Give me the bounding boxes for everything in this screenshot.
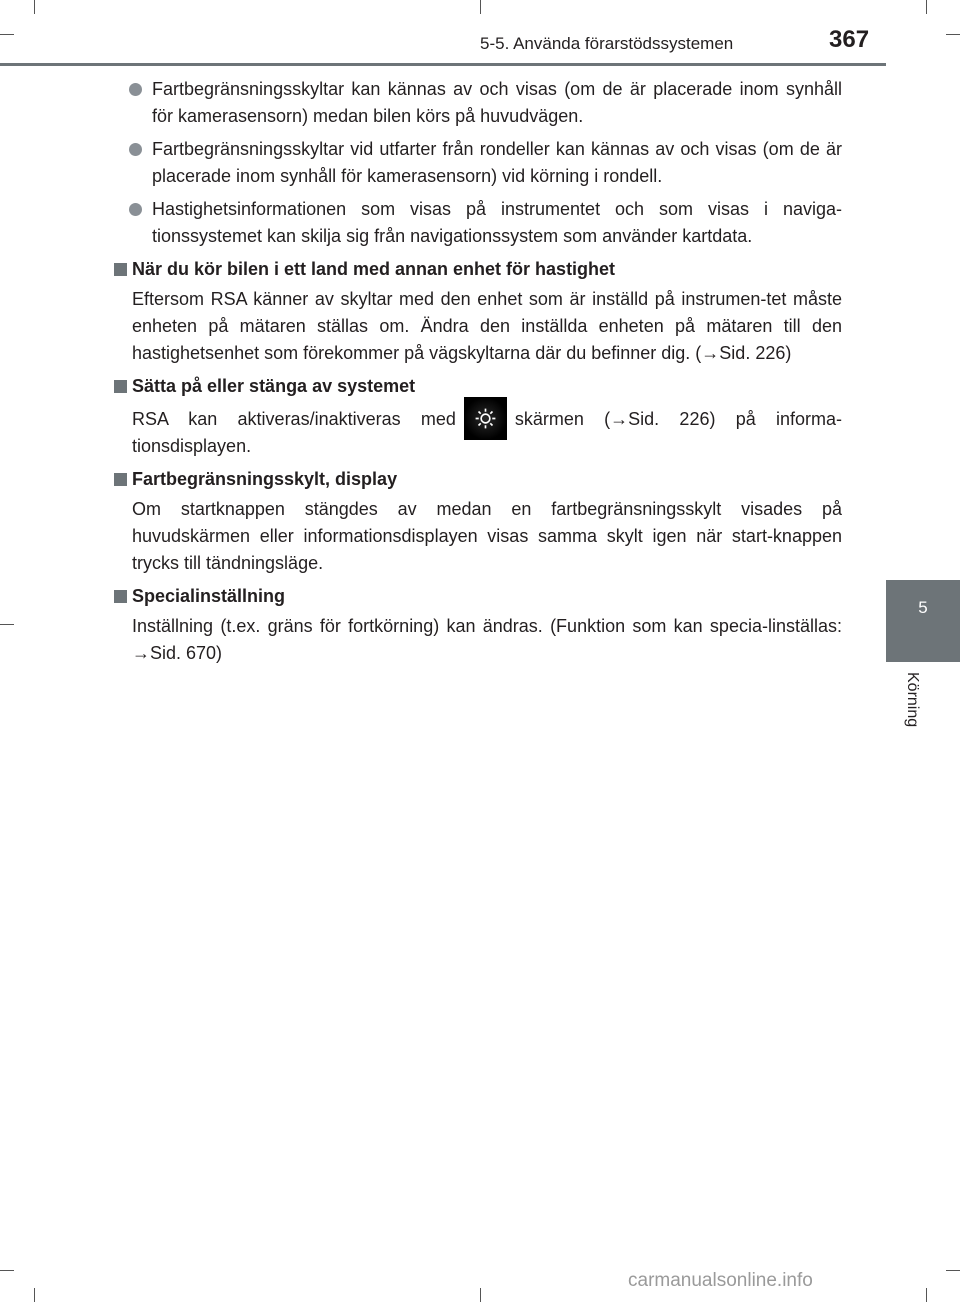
bullet-text: Hastighetsinformationen som visas på instrumentet och som visas i naviga-tionssystemet kan skilja sig från navigationssystem som använder kartdata. bbox=[152, 199, 842, 246]
section-toggle-system bbox=[108, 373, 842, 460]
section-heading-text: När du kör bilen i ett land med annan enhet för hastighet bbox=[132, 259, 616, 279]
settings-gear-icon bbox=[464, 397, 507, 440]
section-heading-text: Specialinställning bbox=[132, 586, 286, 606]
section-heading bbox=[108, 583, 842, 610]
chapter-tab bbox=[886, 580, 960, 662]
section-body-after: skärmen (→Sid. 226) på informa-tionsdisplayen. bbox=[132, 409, 842, 456]
bullet-item bbox=[108, 76, 842, 130]
section-title: 5-5. Använda förarstödssystemen bbox=[480, 34, 734, 53]
bullet-item bbox=[108, 196, 842, 250]
bullet-dot-icon bbox=[129, 83, 142, 96]
crop-mark bbox=[926, 1288, 927, 1302]
page-content bbox=[108, 76, 842, 673]
header-rule bbox=[0, 63, 886, 66]
section-square-icon bbox=[114, 380, 127, 393]
crop-mark bbox=[0, 1270, 14, 1271]
bullet-text: Fartbegränsningsskyltar kan kännas av och visas (om de är placerade inom synhåll för kamerasensorn) medan bilen körs på huvudvägen. bbox=[152, 79, 842, 126]
section-body-before: RSA kan aktiveras/inaktiveras med bbox=[132, 409, 456, 429]
bullet-dot-icon bbox=[129, 143, 142, 156]
section-square-icon bbox=[114, 263, 127, 276]
chapter-label: Körning bbox=[904, 672, 921, 728]
section-sign-display bbox=[108, 466, 842, 577]
section-body: Eftersom RSA känner av skyltar med den enhet som är inställd på instrumen-tet måste enheten på mätaren ställas om. Ändra den inställda enheten på mätaren till den hastighetsenhet som förekommer på vägskyltarna där du befinner dig. (→Sid. 226) bbox=[132, 289, 842, 363]
crop-mark bbox=[34, 1288, 35, 1302]
section-custom-setting bbox=[108, 583, 842, 667]
page-number: 367 bbox=[829, 26, 870, 53]
section-square-icon bbox=[114, 590, 127, 603]
section-body: Inställning (t.ex. gräns för fortkörning) kan ändras. (Funktion som kan specia-linställas: →Sid. 670) bbox=[132, 616, 842, 663]
section-unit-change bbox=[108, 256, 842, 367]
section-heading bbox=[108, 466, 842, 493]
page-header bbox=[0, 0, 960, 66]
bullet-text: Fartbegränsningsskyltar vid utfarter från rondeller kan kännas av och visas (om de är placerade inom synhåll för kamerasensorn) vid körning i rondell. bbox=[152, 139, 842, 186]
section-body: Om startknappen stängdes av medan en fartbegränsningsskylt visades på huvudskärmen eller informationsdisplayen visas samma skylt igen när start-knappen trycks till tändningsläge. bbox=[132, 499, 842, 573]
bullet-dot-icon bbox=[129, 203, 142, 216]
bullet-item bbox=[108, 136, 842, 190]
crop-mark bbox=[0, 624, 14, 625]
section-heading-text: Sätta på eller stänga av systemet bbox=[132, 376, 416, 396]
watermark: carmanualsonline.info bbox=[628, 1270, 813, 1291]
chapter-number: 5 bbox=[918, 598, 928, 617]
section-body bbox=[108, 406, 842, 460]
section-heading-text: Fartbegränsningsskylt, display bbox=[132, 469, 398, 489]
crop-mark bbox=[480, 1288, 481, 1302]
chapter-label-container bbox=[906, 672, 936, 742]
section-square-icon bbox=[114, 473, 127, 486]
crop-mark bbox=[946, 1270, 960, 1271]
section-heading bbox=[108, 256, 842, 283]
